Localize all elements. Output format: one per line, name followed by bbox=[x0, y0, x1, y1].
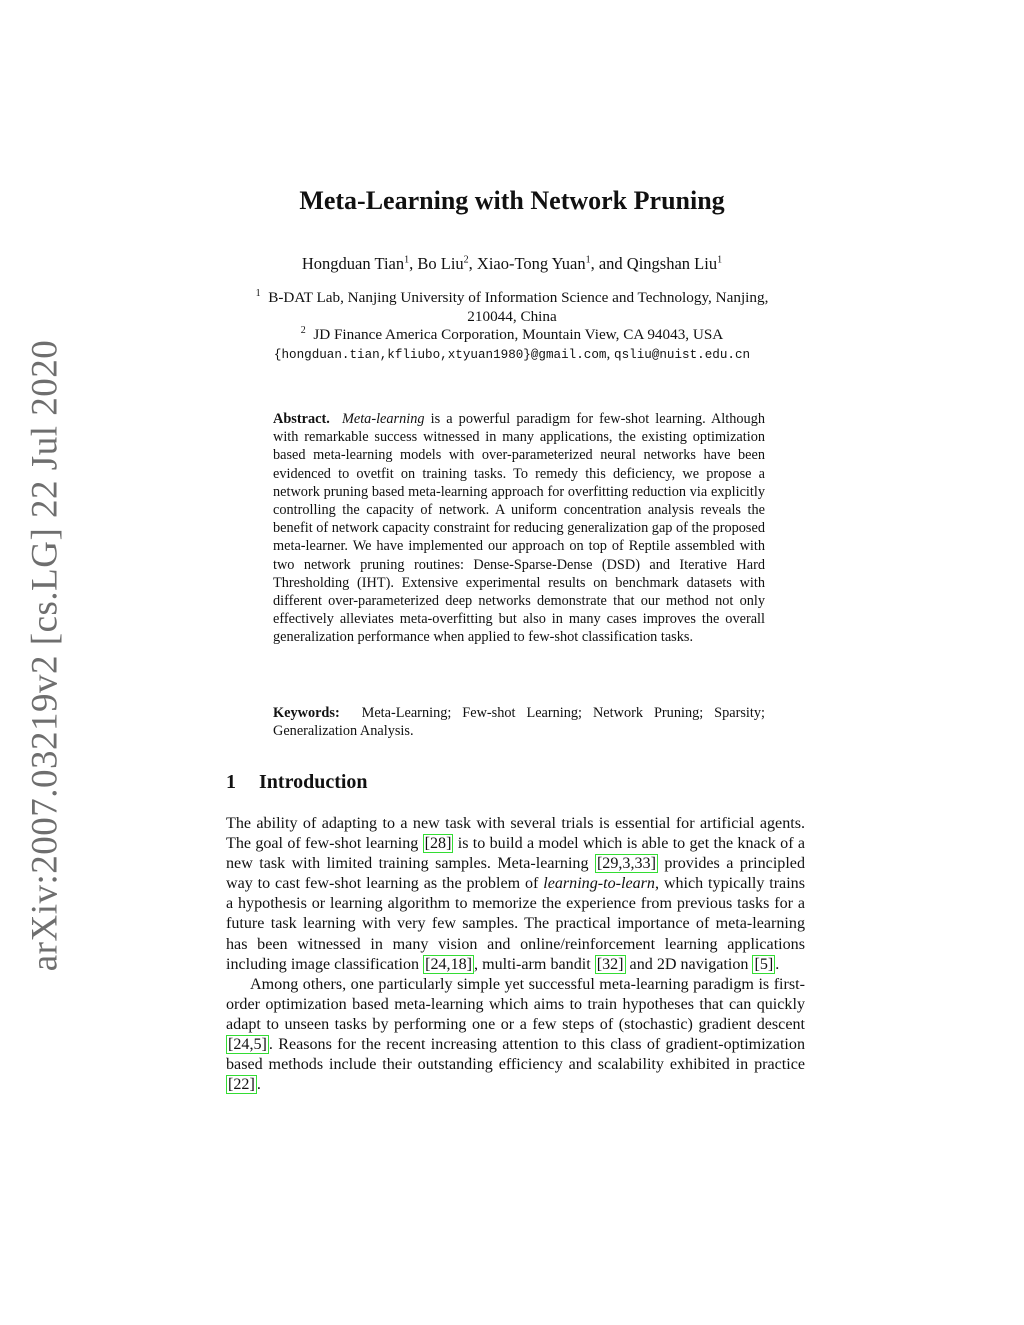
affil-mark: 1 bbox=[255, 287, 261, 299]
affiliation-1 bbox=[232, 289, 792, 308]
author-name: Qingshan Liu bbox=[626, 254, 718, 273]
paragraph-text: , which typically trains a hypothesis or learning algorithm to memorize the experience from previous tasks for a future task learning with very few samples. The practical importance of meta-learning has been witnessed in many vision and online/reinforcement learning applications including image classification bbox=[226, 875, 805, 973]
paragraph-text: . bbox=[775, 955, 780, 973]
citation-link[interactable]: [32] bbox=[596, 955, 624, 973]
author-affil-mark: 1 bbox=[404, 254, 410, 266]
paragraph-text: . bbox=[256, 1076, 261, 1094]
paragraph bbox=[226, 975, 805, 1096]
email-group[interactable]: {hongduan.tian,kfliubo,xtyuan1980}@gmail.com bbox=[273, 347, 607, 362]
citation-link[interactable]: [24,18] bbox=[425, 955, 473, 973]
author-emails bbox=[232, 345, 792, 365]
citation-link[interactable]: [5] bbox=[754, 955, 774, 973]
keywords-label: Keywords: bbox=[273, 705, 340, 721]
keywords-text: Meta-Learning; Few-shot Learning; Network Pruning; Sparsity; Generalization Analysis. bbox=[273, 705, 765, 740]
author-affil-mark: 2 bbox=[463, 254, 469, 266]
citation-link[interactable]: [24,5] bbox=[228, 1036, 267, 1054]
affil-mark: 2 bbox=[300, 324, 306, 336]
author-sep: , bbox=[468, 254, 477, 273]
abstract-text: is a powerful paradigm for few-shot learning. Although with remarkable success witnessed in many applications, the existing optimization based meta-learning models with over-parameterized neural networks have been evidenced to ovetfit on training tasks. To remedy this deficiency, we propose a network pruning based meta-learning approach for overfitting reduction via explicitly controlling the capacity of network. A uniform concentration analysis reveals the benefit of network capacity constraint for reducing generalization gap of the proposed meta-learner. We have implemented our approach on top of Reptile assembled with two network pruning routines: Dense-Sparse-Dense (DSD) and Iterative Hard Thresholding (IHT). Extensive experimental results on benchmark datasets with different over-parameterized deep networks demonstrate that our method not only effectively alleviates meta-overfitting but also in many cases improves the overall generalization performance when applied to few-shot classification tasks. bbox=[273, 411, 765, 646]
author-sep: , and bbox=[590, 254, 627, 273]
author-name: Xiao-Tong Yuan bbox=[476, 254, 586, 273]
paragraph-text: , multi-arm bandit bbox=[474, 955, 595, 973]
paragraph-text: is to build a model which is able to get the knack of a new task with limited training samples. Meta-learning bbox=[226, 835, 805, 873]
citation-link[interactable]: [22] bbox=[228, 1076, 255, 1094]
abstract bbox=[273, 410, 765, 647]
affil-text: B-DAT Lab, Nanjing University of Information Science and Technology, Nanjing, bbox=[268, 289, 769, 306]
citation-link[interactable]: [29,3,33] bbox=[596, 855, 656, 873]
paper-title: Meta-Learning with Network Pruning bbox=[299, 186, 725, 215]
section-number: 1 bbox=[226, 771, 236, 793]
section-heading bbox=[226, 771, 368, 794]
affil-text: JD Finance America Corporation, Mountain View, CA 94043, USA bbox=[313, 326, 724, 343]
abstract-label: Abstract. bbox=[273, 411, 330, 427]
paragraph-text: and 2D navigation bbox=[625, 955, 753, 973]
author-name: Hongduan Tian bbox=[301, 254, 405, 273]
intro-body bbox=[226, 814, 805, 1095]
author-sep: , bbox=[409, 254, 418, 273]
paragraph-text: Among others, one particularly simple yet successful meta-learning paradigm is first-order optimization based meta-learning which aims to train hypotheses that can quickly adapt to unseen tasks by performing one or a few steps of (stochastic) gradient descent bbox=[226, 975, 805, 1033]
keywords bbox=[273, 704, 765, 740]
author-name: Bo Liu bbox=[417, 254, 464, 273]
affiliations bbox=[232, 289, 792, 364]
arxiv-sidebar bbox=[24, 339, 66, 971]
paragraph-text: . Reasons for the recent increasing attention to this class of gradient-optimization based methods include their outstanding efficiency and scalability exhibited in practice bbox=[226, 1036, 805, 1074]
paragraph-text: The ability of adapting to a new task with several trials is essential for artificial agents. The goal of few-shot learning bbox=[226, 815, 805, 853]
affiliation-1-cont: 210044, China bbox=[467, 307, 557, 325]
email[interactable]: qsliu@nuist.edu.cn bbox=[614, 347, 751, 362]
section-title: Introduction bbox=[259, 771, 368, 793]
arxiv-id: arXiv:2007.03219v2 [cs.LG] 22 Jul 2020 bbox=[24, 339, 66, 971]
citation-link[interactable]: [28] bbox=[424, 835, 452, 853]
email-sep: , bbox=[606, 344, 615, 362]
author-list bbox=[0, 254, 1024, 274]
author-affil-mark: 1 bbox=[585, 254, 591, 266]
author-affil-mark: 1 bbox=[717, 254, 723, 266]
emphasis-text: learning-to-learn bbox=[543, 875, 655, 893]
abstract-lead: Meta-learning bbox=[341, 411, 425, 427]
paragraph-text: provides a principled way to cast few-shot learning as the problem of bbox=[226, 855, 805, 893]
paragraph bbox=[226, 814, 805, 975]
affiliation-2 bbox=[232, 326, 792, 345]
